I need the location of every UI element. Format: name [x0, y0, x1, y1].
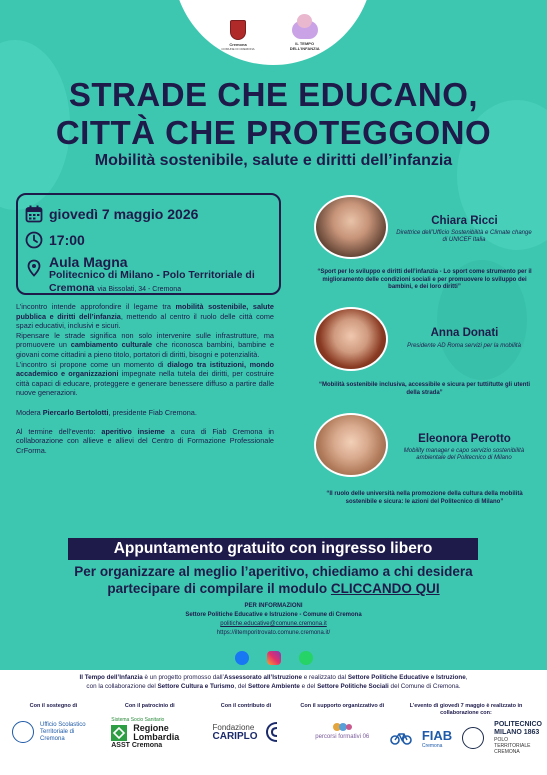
paragraph: L’incontro intende approfondire il legame tra mobilità sostenibile, salute pubblica e diritti dell’infanzia, mettendo al centro il ruolo delle città come spazi educativi, inclusivi e sicuri. [16, 302, 274, 331]
website-link[interactable]: https://iltemporitrovato.comune.cremona.it/ [216, 630, 331, 636]
social-links [0, 651, 547, 665]
asst-cremona-text: ASST Cremona [111, 742, 163, 749]
event-address: via Bissolati, 34 - Cremona [97, 286, 182, 293]
cloud-icon [292, 21, 318, 39]
sponsor-heading: L’evento di giovedì 7 maggio è realizzato in collaborazione con: [409, 703, 523, 716]
cta-line-1: Per organizzare al meglio l’aperitivo, chiediamo a chi desidera [74, 564, 473, 579]
cariplo-logo-icon [264, 721, 280, 743]
event-place: Aula Magna [49, 254, 128, 270]
speaker-role: Presidente AD Roma servizi per la mobilità [407, 343, 521, 349]
contact-info [0, 602, 547, 638]
sponsor-heading: Con il contributo di [220, 703, 272, 709]
speaker-name: Eleonora Perotto [418, 433, 511, 445]
politecnico-seal-icon [462, 727, 484, 749]
sponsor-group [391, 703, 541, 755]
clock-icon [25, 231, 43, 249]
fiab-logo-text: FIAB [421, 727, 453, 743]
calendar-icon [25, 205, 43, 223]
event-place-row [25, 255, 255, 296]
speaker-role: Direttrice dell’Ufficio Sostenibilità e Climate change di UNICEF Italia [396, 230, 532, 243]
cariplo-text-b: CARIPLO [212, 730, 258, 742]
sponsor-heading: Con il sostegno di [29, 703, 78, 709]
free-entry-banner: Appuntamento gratuito con ingresso libero [68, 538, 478, 560]
footer-credits: Il Tempo dell’Infanzia è un progetto promosso dall’Assessorato all’Istruzione e realizzato dal Settore Politiche Educative e Istruzione, con la collaborazione del Settore Cultura e Turismo, del Settore Ambiente e del Settore Politiche Sociali del Comune di Cremona. [79, 674, 468, 690]
tempo-infanzia-logo [285, 21, 325, 51]
contacts-heading: PER INFORMAZIONI [244, 603, 303, 609]
speaker-photo [314, 195, 388, 259]
politecnico-sub: POLO TERRITORIALE CREMONA [494, 737, 531, 755]
sponsor-group [6, 703, 101, 755]
event-venue: Politecnico di Milano - Polo Territoriale di [49, 269, 255, 281]
percorsi-formativi-logo-icon [331, 721, 353, 733]
speaker-photo [314, 307, 388, 371]
title-line-2: CITTÀ CHE PROTEGGONO [55, 114, 492, 151]
speaker-photo [314, 413, 388, 477]
footer [0, 670, 547, 775]
politecnico-text: POLITECNICO MILANO 1863 [494, 721, 543, 736]
contact-email-link[interactable]: politiche.educative@comune.cremona.it [220, 621, 327, 627]
registration-call [0, 563, 547, 597]
event-description [16, 302, 274, 456]
registration-link[interactable]: CLICCANDO QUI [330, 581, 440, 596]
sponsor-group [295, 703, 390, 755]
whatsapp-icon[interactable] [299, 651, 313, 665]
event-info-box [16, 193, 281, 295]
speaker-quote: “Sport per lo sviluppo e diritti dell’infanzia - Lo sport come strumento per il miglioramento delle condizioni sociali e per promuovere lo sviluppo dei bambini, e dei loro diritti” [317, 269, 532, 290]
sponsor-logos [6, 703, 541, 755]
event-date-row [25, 205, 198, 223]
ust-cremona-logo [12, 721, 34, 743]
sponsor-group [199, 703, 294, 755]
event-date: giovedì 7 maggio 2026 [49, 206, 199, 222]
comune-cremona-logo [221, 20, 254, 51]
paragraph: Al termine dell’evento: aperitivo insieme a cura di Fiab Cremona in collaborazione con allieve e allievi del Centro di Formazione Professionale CrForma. [16, 426, 274, 455]
event-venue-city: Cremona [49, 282, 95, 294]
ust-cremona-text: Ufficio Scolastico Territoriale di Cremona [40, 721, 86, 742]
title-line-1: STRADE CHE EDUCANO, [68, 76, 479, 113]
header-logos [173, 0, 373, 65]
sponsor-heading: Con il patrocinio di [124, 703, 175, 709]
cta-line-2: partecipare di compilare il modulo [107, 581, 331, 596]
paragraph: Modera Piercarlo Bertolotti, presidente Fiab Cremona. [16, 407, 197, 417]
instagram-icon[interactable] [267, 651, 281, 665]
speaker-quote: “Il ruolo delle università nella promozione della cultura della mobilità sostenibile e sicura: le azioni del Politecnico di Milano” [326, 491, 523, 505]
sponsor-heading: Con il supporto organizzativo di [300, 703, 385, 709]
location-pin-icon [25, 259, 43, 277]
sponsor-group [102, 703, 197, 755]
percorsi-formativi-text: percorsi formativi 06 [315, 734, 370, 740]
facebook-icon[interactable] [235, 651, 249, 665]
regione-lombardia-text: Regione Lombardia [133, 723, 180, 742]
speaker-name: Anna Donati [430, 327, 499, 339]
speaker-name: Chiara Ricci [431, 215, 498, 227]
paragraph: L’incontro si propone come un momento di dialogo tra istituzioni, mondo accademico e organizzazioni impegnate nella tutela dei diritti, per costruire città capaci di educare, proteggere e generare benessere diffuso a partire dalle nuove generazioni. [16, 359, 274, 398]
paragraph: Ripensare le strade significa non solo intervenire sulle infrastrutture, ma promuovere un cambiamento culturale che riconosca bambini, bambine e giovani come cittadini a pieno titolo, portatori di diritti, bisogni e potenzialità. [16, 330, 275, 359]
bicycle-icon [390, 731, 412, 745]
contacts-office: Settore Politiche Educative e Istruzione - Comune di Cremona [185, 612, 362, 618]
crest-icon [230, 20, 246, 40]
event-time: 17:00 [49, 232, 85, 248]
subtitle: Mobilità sostenibile, salute e diritti dell’infanzia [94, 152, 453, 169]
regione-lombardia-logo-icon [111, 725, 127, 741]
speaker-role: Mobility manager e capo servizio sostenibilità ambientale del Politecnico di Milano [403, 448, 525, 461]
fiab-sub: Cremona [421, 742, 443, 749]
logo-right-name: IL TEMPO DELL'INFANZIA [289, 41, 320, 51]
regione-top: Sistema Socio Sanitario [111, 717, 165, 723]
logo-left-sub: COMUNE DI CREMONA [221, 47, 255, 51]
event-time-row [25, 231, 85, 249]
speaker-quote: “Mobilità sostenibile inclusiva, accessibile e sicura per tutti/tutte gli utenti della strada” [318, 382, 531, 396]
cariplo-text-a: Fondazione [212, 722, 255, 732]
logo-left-name: Cremona [229, 42, 247, 47]
